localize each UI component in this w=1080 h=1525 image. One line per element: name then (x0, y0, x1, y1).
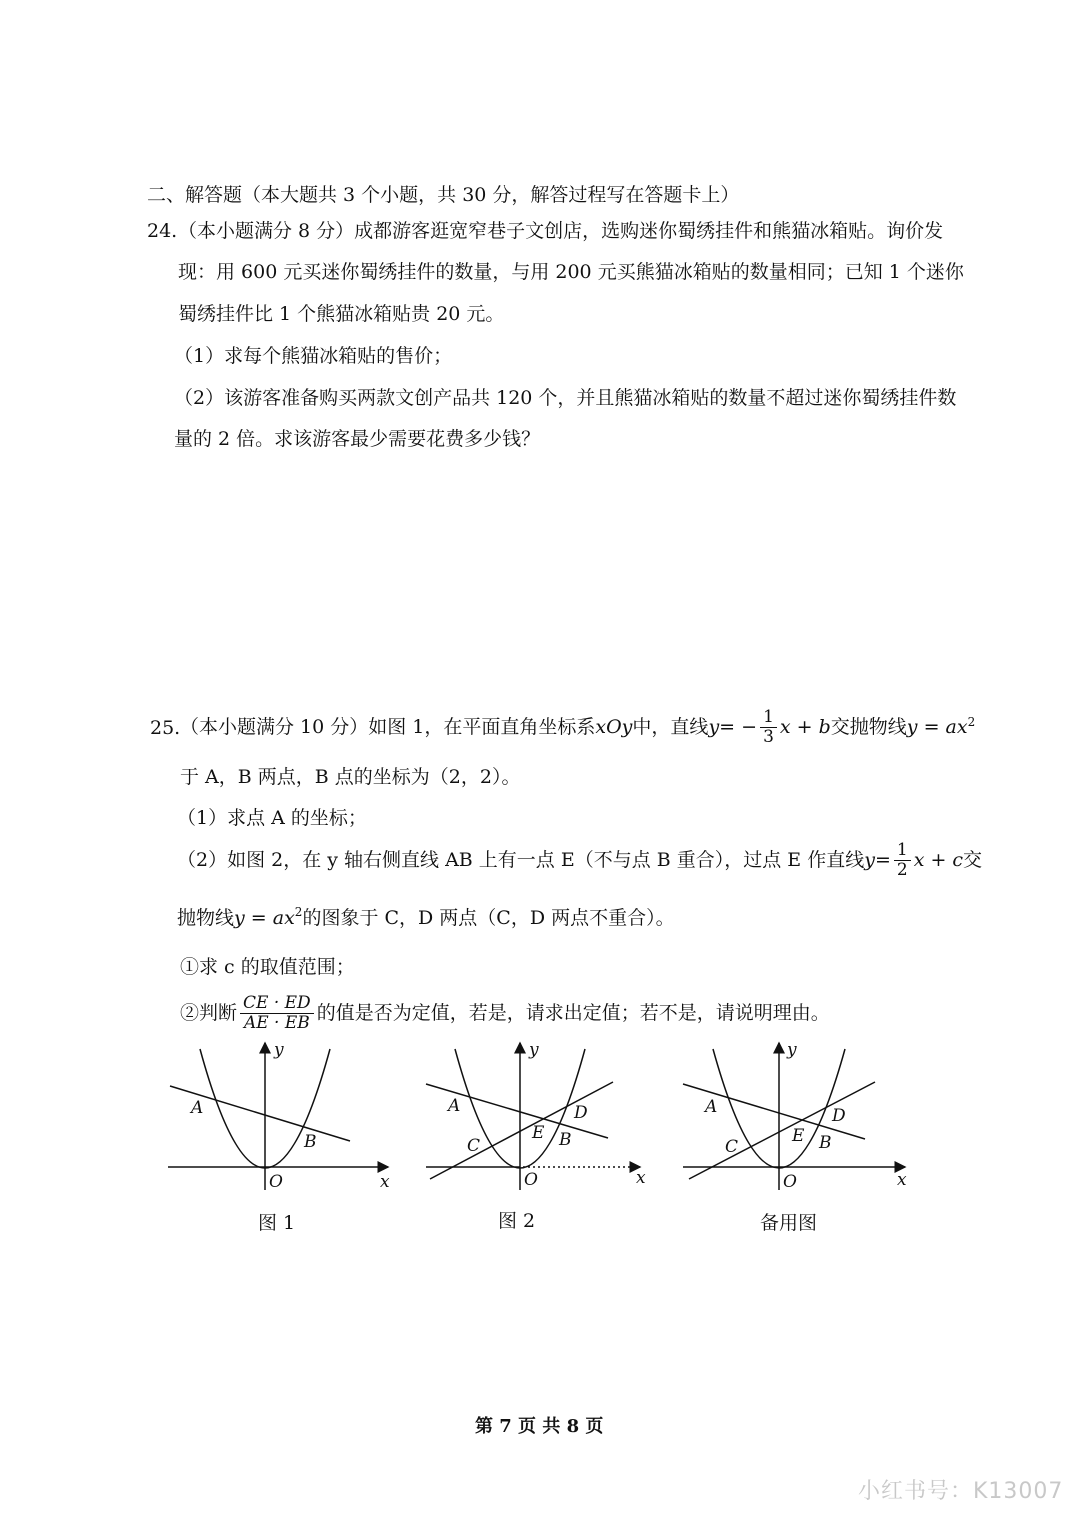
label-d: D (574, 1103, 588, 1123)
figure-2 (418, 1035, 658, 1195)
figure-backup (675, 1035, 915, 1195)
q24-part2-line2: 量的 2 倍。求该游客最少需要花费多少钱？ (174, 428, 541, 450)
q25-line-eq-post: x + b (779, 716, 831, 738)
label-y: y (529, 1040, 539, 1060)
label-o: O (269, 1172, 283, 1192)
label-x: x (897, 1170, 907, 1190)
label-b: B (304, 1132, 317, 1152)
q24-stem-line1: （本小题满分 8 分）成都游客逛宽窄巷子文创店，选购迷你蜀绣挂件和熊猫冰箱贴。询价发 (178, 220, 944, 242)
q25-part2-end: 交 (963, 849, 983, 871)
fraction-denominator: AE · EB (243, 1012, 310, 1033)
figure-backup-caption: 备用图 (760, 1212, 818, 1234)
figure-1 (160, 1035, 400, 1195)
q25-part2-y: y (864, 849, 875, 871)
section-heading: 二、解答题（本大题共 3 个小题，共 30 分，解答过程写在答题卡上） (147, 184, 740, 206)
label-c: C (467, 1136, 481, 1156)
label-e: E (532, 1123, 545, 1143)
label-y: y (274, 1040, 284, 1060)
q25-part2-post: x + c (913, 849, 964, 871)
q25-intro-mid: 中，直线 (632, 716, 709, 738)
fraction-denominator: 3 (763, 726, 774, 747)
label-b: B (559, 1130, 572, 1150)
label-b: B (819, 1133, 832, 1153)
q25-part2-line1 (177, 837, 982, 883)
q25-line-slope-fraction (760, 708, 777, 747)
q25-sub2-fraction (240, 994, 314, 1033)
label-d: D (832, 1106, 846, 1126)
q24-stem-line2: 现：用 600 元买迷你蜀绣挂件的数量，与用 200 元买熊猫冰箱贴的数量相同；已知 1 个迷你 (178, 261, 964, 283)
label-o: O (783, 1172, 797, 1192)
q25-part2-slope-fraction (894, 841, 911, 880)
q25-line-eq-pre: = − (719, 716, 758, 738)
q25-part2-pre: （2）如图 2，在 y 轴右侧直线 AB 上有一点 E（不与点 B 重合），过点 E 作直线 (177, 849, 865, 871)
q25-part2-line2 (177, 906, 675, 930)
label-a: A (191, 1098, 204, 1118)
label-c: C (725, 1137, 739, 1157)
q25-part2b-parabola: y = ax (234, 907, 295, 929)
label-e: E (792, 1126, 805, 1146)
label-a: A (448, 1096, 461, 1116)
q25-part2b-pre: 抛物线 (177, 907, 235, 929)
q25-stem-line1 (180, 704, 975, 750)
fraction-numerator: 1 (894, 841, 911, 861)
q25-part2-eq: = (874, 849, 891, 871)
fraction-numerator: 1 (760, 708, 777, 728)
fraction-denominator: 2 (896, 859, 908, 880)
q25-number: 25. (150, 717, 181, 739)
q25-stem-line2: 于 A，B 两点，B 点的坐标为（2，2）。 (180, 766, 521, 788)
q24-part2-line1: （2）该游客准备购买两款文创产品共 120 个，并且熊猫冰箱贴的数量不超过迷你蜀绣挂件数 (174, 387, 957, 409)
q25-intro: （本小题满分 10 分）如图 1，在平面直角坐标系 (180, 716, 596, 738)
figure-1-caption: 图 1 (258, 1212, 296, 1234)
q25-coord-system: xOy (595, 716, 633, 738)
q25-line-y: y (708, 716, 720, 738)
label-x: x (636, 1168, 646, 1188)
q25-sub2 (180, 990, 830, 1036)
label-y: y (787, 1040, 797, 1060)
q24-part1: （1）求每个熊猫冰箱贴的售价； (174, 345, 453, 367)
q25-part2b-exponent: 2 (294, 905, 303, 919)
q25-part2b-post: 的图象于 C，D 两点（C，D 两点不重合）。 (302, 907, 675, 929)
q25-intro-mid2: 交抛物线 (830, 716, 907, 738)
q24-number: 24. (147, 220, 178, 242)
q24-stem-line3: 蜀绣挂件比 1 个熊猫冰箱贴贵 20 元。 (178, 303, 505, 325)
page-footer: 第 7 页 共 8 页 (475, 1416, 604, 1437)
q25-part1: （1）求点 A 的坐标； (177, 807, 367, 829)
watermark: 小红书号：K13007 (858, 1479, 1064, 1504)
q25-parabola-exponent: 2 (967, 715, 976, 729)
q25-parabola: y = ax (906, 716, 968, 738)
q25-sub2-post: 的值是否为定值，若是，请求出定值；若不是，请说明理由。 (316, 1002, 830, 1024)
label-x: x (380, 1172, 390, 1192)
q25-sub2-pre: ②判断 (180, 1002, 238, 1024)
q25-sub1: ①求 c 的取值范围； (180, 956, 355, 978)
fraction-numerator: CE · ED (240, 994, 314, 1014)
label-a: A (705, 1097, 718, 1117)
figure-2-caption: 图 2 (498, 1210, 536, 1232)
label-o: O (524, 1170, 538, 1190)
